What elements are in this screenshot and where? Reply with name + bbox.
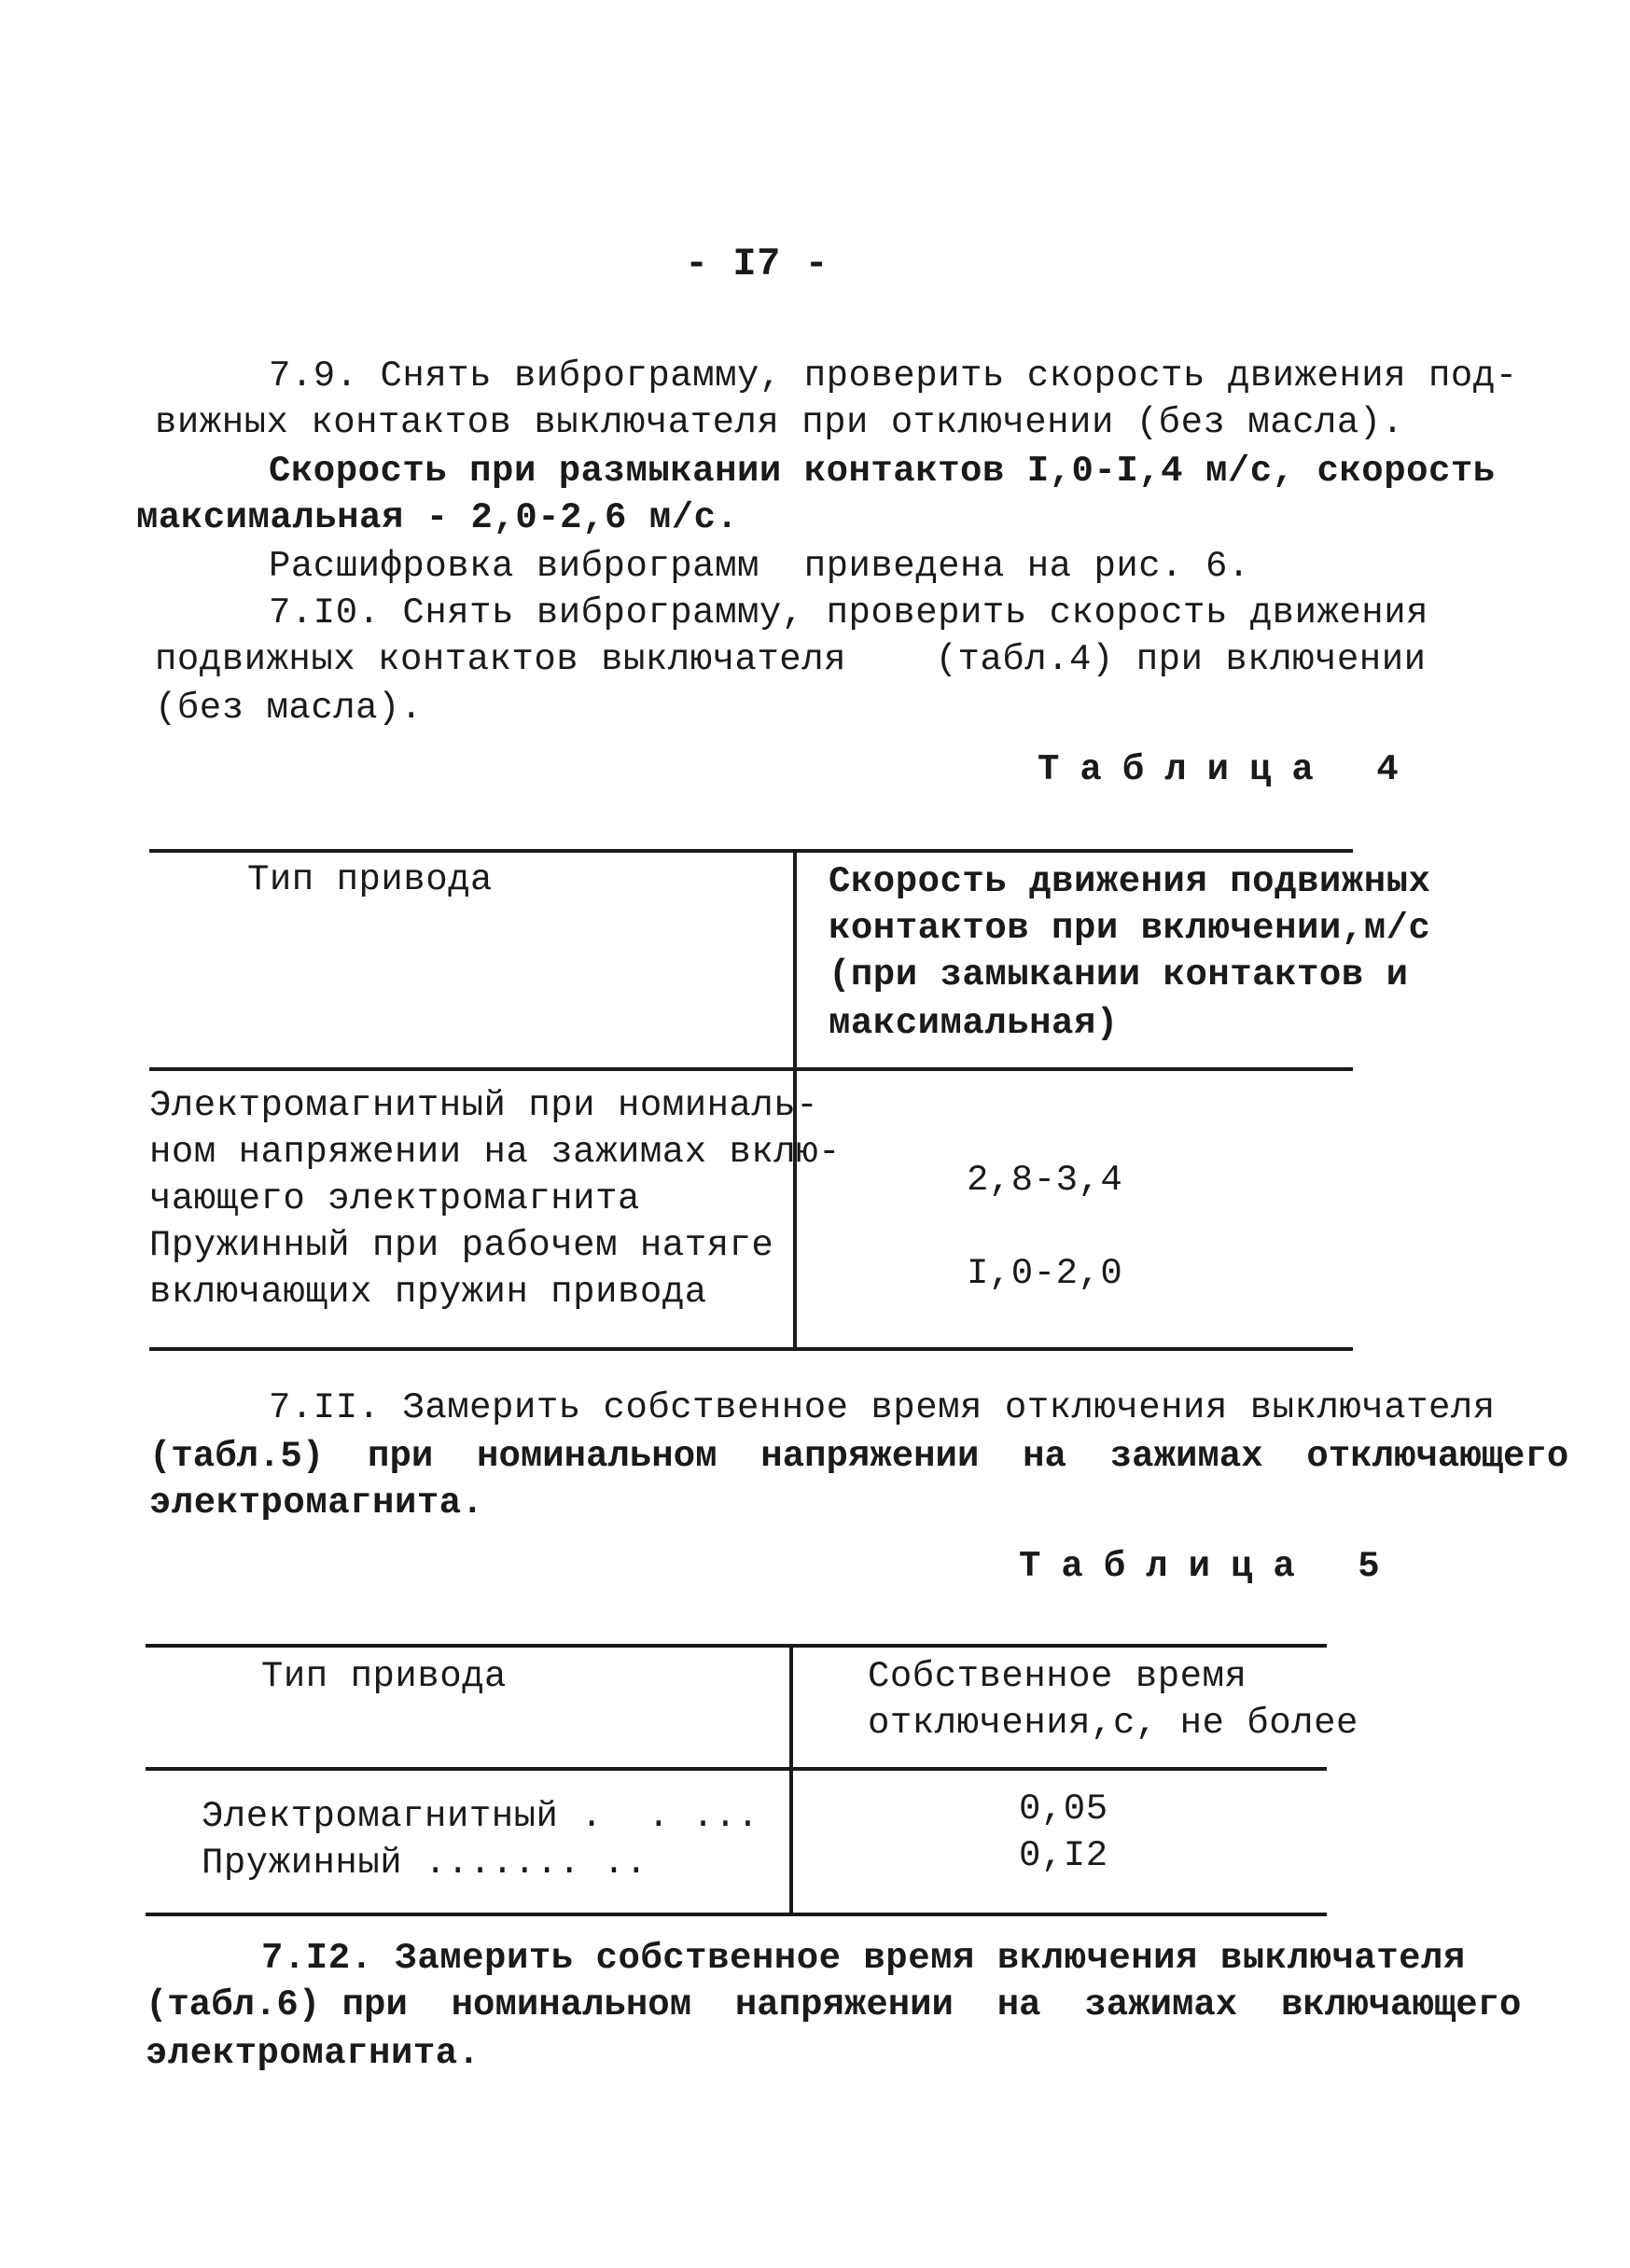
paragraph-7-9-line-1: 7.9. Снять виброграмму, проверить скорость движения под- [269,355,1518,397]
table-5-top-rule [146,1644,1327,1648]
paragraph-7-12-line-3: электромагнита. [146,2033,481,2074]
speed-note-line-2: максимальная - 2,0-2,6 м/с. [136,497,739,538]
paragraph-7-9-line-2: вижных контактов выключателя при отключении (без масла). [155,402,1404,443]
table-4-row-1-value: 2,8-3,4 [967,1160,1123,1201]
table-5-header-type: Тип привода [261,1656,507,1697]
table-5-header-time-line-2: отключения,с, не более [868,1703,1358,1744]
table-4-row-1-type-line-1: Электромагнитный при номиналь- [149,1085,819,1126]
table-5-bottom-rule [146,1913,1327,1916]
table-5-column-divider [789,1644,793,1914]
table-4-header-type: Тип привода [247,859,493,900]
table-5-row-2-type: Пружинный ....... .. [202,1843,648,1884]
table-4-caption: Таблица 4 [1038,749,1419,790]
paragraph-7-11-line-1: 7.II. Замерить собственное время отключения выключателя [269,1387,1496,1428]
table-5-header-time-line-1: Собственное время [868,1656,1247,1697]
paragraph-7-10-line-1: 7.I0. Снять виброграмму, проверить скорость движения [269,592,1428,633]
table-4-row-2-value: I,0-2,0 [967,1253,1123,1294]
table-4-header-speed-line-1: Скорость движения подвижных [829,861,1431,902]
table-5-header-rule [146,1767,1327,1771]
paragraph-7-10-line-3: (без масла). [155,688,423,729]
table-4-row-1-type-line-2: ном напряжении на зажимах вклю- [149,1132,842,1173]
table-4-top-rule [149,849,1353,853]
table-4-header-speed-line-2: контактов при включении,м/с [829,908,1431,949]
table-4-bottom-rule [149,1347,1353,1351]
paragraph-7-12-line-1: 7.I2. Замерить собственное время включения выключателя [261,1938,1466,1979]
page-number: - I7 - [685,242,829,286]
paragraph-7-11-line-2: (табл.5) при номинальном напряжении на зажимах отключающего [149,1436,1569,1477]
table-4-header-rule [149,1067,1353,1071]
table-5-row-1-value: 0,05 [1019,1788,1108,1830]
table-5-row-2-value: 0,I2 [1019,1835,1108,1876]
table-4-row-2-type-line-1: Пружинный при рабочем натяге [149,1225,774,1266]
paragraph-7-11-line-3: электромагнита. [149,1482,484,1524]
table-4-header-speed-line-4: максимальная) [829,1003,1119,1044]
paragraph-7-12-line-2: (табл.6) при номинальном напряжении на зажимах включающего [146,1984,1522,2025]
paragraph-7-10-line-2: подвижных контактов выключателя (табл.4) при включении [155,639,1427,680]
table-5-row-1-type: Электромагнитный . . ... [202,1796,759,1837]
speed-note-line-1: Скорость при размыкании контактов I,0-I,4 м/с, скорость [269,451,1496,492]
table-4-header-speed-line-3: (при замыкании контактов и [829,954,1409,995]
table-5-caption: Таблица 5 [1019,1546,1400,1587]
table-4-row-1-type-line-3: чающего электромагнита [149,1178,640,1219]
decode-note: Расшифровка виброграмм приведена на рис. 6. [269,546,1250,587]
table-4-row-2-type-line-2: включающих пружин привода [149,1272,707,1313]
